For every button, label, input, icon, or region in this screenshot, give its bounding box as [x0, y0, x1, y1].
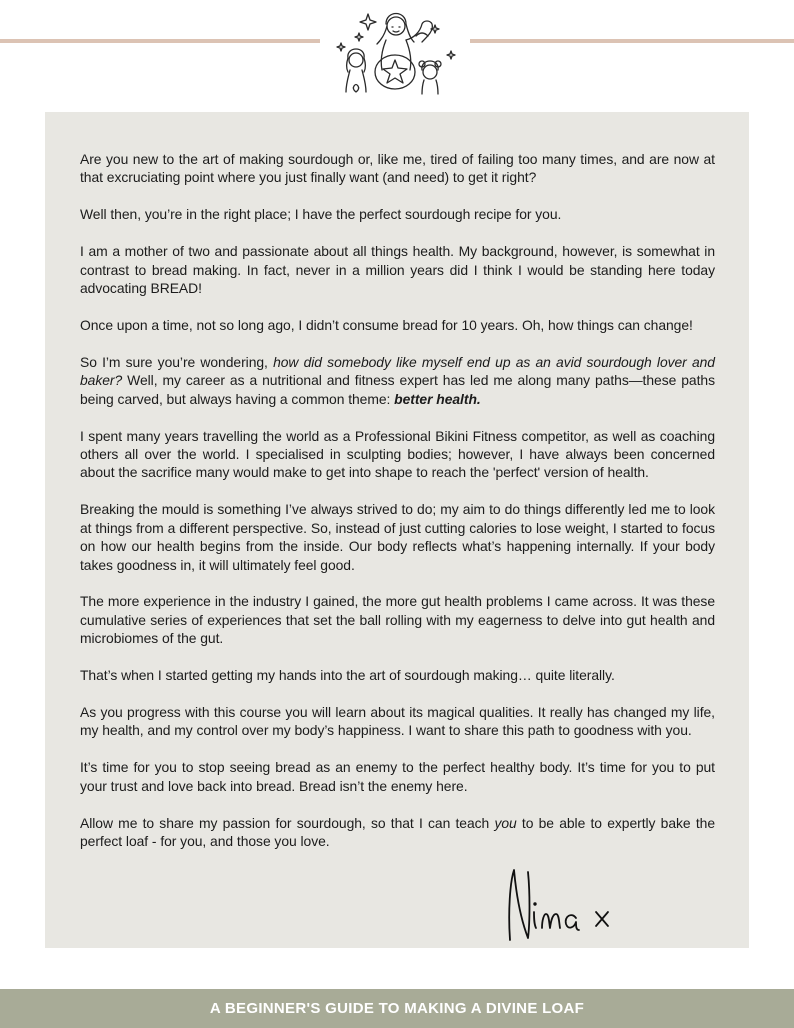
paragraph-text: So I’m sure you’re wondering, [80, 353, 274, 370]
paragraph: Breaking the mould is something I’ve always strived to do; my aim to do things differently led me to look at things from a different perspective. So, instead of just cutting calories to lose weight, I started to focus on how our health begins from the inside. Our body reflects what’s happening internally. If your body takes goodness in, it will ultimately feel good. [80, 501, 715, 573]
paragraph: Once upon a time, not so long ago, I didn’t consume bread for 10 years. Oh, how things can change! [80, 316, 693, 333]
handwritten-signature [498, 862, 622, 944]
bold-emphasis: better health. [394, 390, 481, 407]
family-illustration-icon [330, 6, 460, 98]
paragraph-text: Allow me to share my passion for sourdough, so that I can teach [80, 814, 495, 831]
paragraph: That’s when I started getting my hands into the art of sourdough making… quite literally. [80, 667, 615, 684]
footer-banner [0, 989, 794, 1028]
paragraph: I am a mother of two and passionate about all things health. My background, however, is somewhat in contrast to bread making. In fact, never in a million years did I think I would be standing here today advocating BREAD! [80, 243, 715, 297]
italic-question: how did somebody like myself end up as an avid sourdough lover and baker? [80, 353, 715, 389]
intro-letter [80, 150, 715, 869]
paragraph: As you progress with this course you will learn about its magical qualities. It really has changed my life, my health, and my control over my body’s happiness. I want to share this path to goodness with you. [80, 704, 715, 739]
italic-emphasis: you [494, 814, 517, 831]
paragraph: Well then, you’re in the right place; I have the perfect sourdough recipe for you. [80, 206, 562, 223]
header-rule-left [0, 39, 320, 43]
paragraph-text: to be able to expertly bake the perfect loaf - for you, and those you love. [80, 814, 715, 850]
header-rule-right [470, 39, 794, 43]
paragraph [80, 814, 715, 851]
paragraph: Are you new to the art of making sourdough or, like me, tired of failing too many times, and are now at that excruciating point where you just finally want (and need) to get it right? [80, 151, 715, 186]
guide-title: A BEGINNER'S GUIDE TO MAKING A DIVINE LOAF [209, 1000, 585, 1017]
paragraph: I spent many years travelling the world as a Professional Bikini Fitness competitor, as well as coaching others all over the world. I specialised in sculpting bodies; however, I have always been concerned about the sacrifice many would make to get into shape to reach the 'perfect' version of health. [80, 427, 715, 481]
paragraph-text: Well, my career as a nutritional and fitness expert has led me along many paths—these paths being carved, but always having a common theme: [80, 372, 715, 407]
paragraph: The more experience in the industry I gained, the more gut health problems I came across. It was these cumulative series of experiences that set the ball rolling with my eagerness to delve into gut health and microbiomes of the gut. [80, 593, 715, 647]
paragraph [80, 353, 715, 408]
paragraph: It’s time for you to stop seeing bread as an enemy to the perfect healthy body. It’s time for you to put your trust and love back into bread. Bread isn’t the enemy here. [80, 759, 715, 794]
